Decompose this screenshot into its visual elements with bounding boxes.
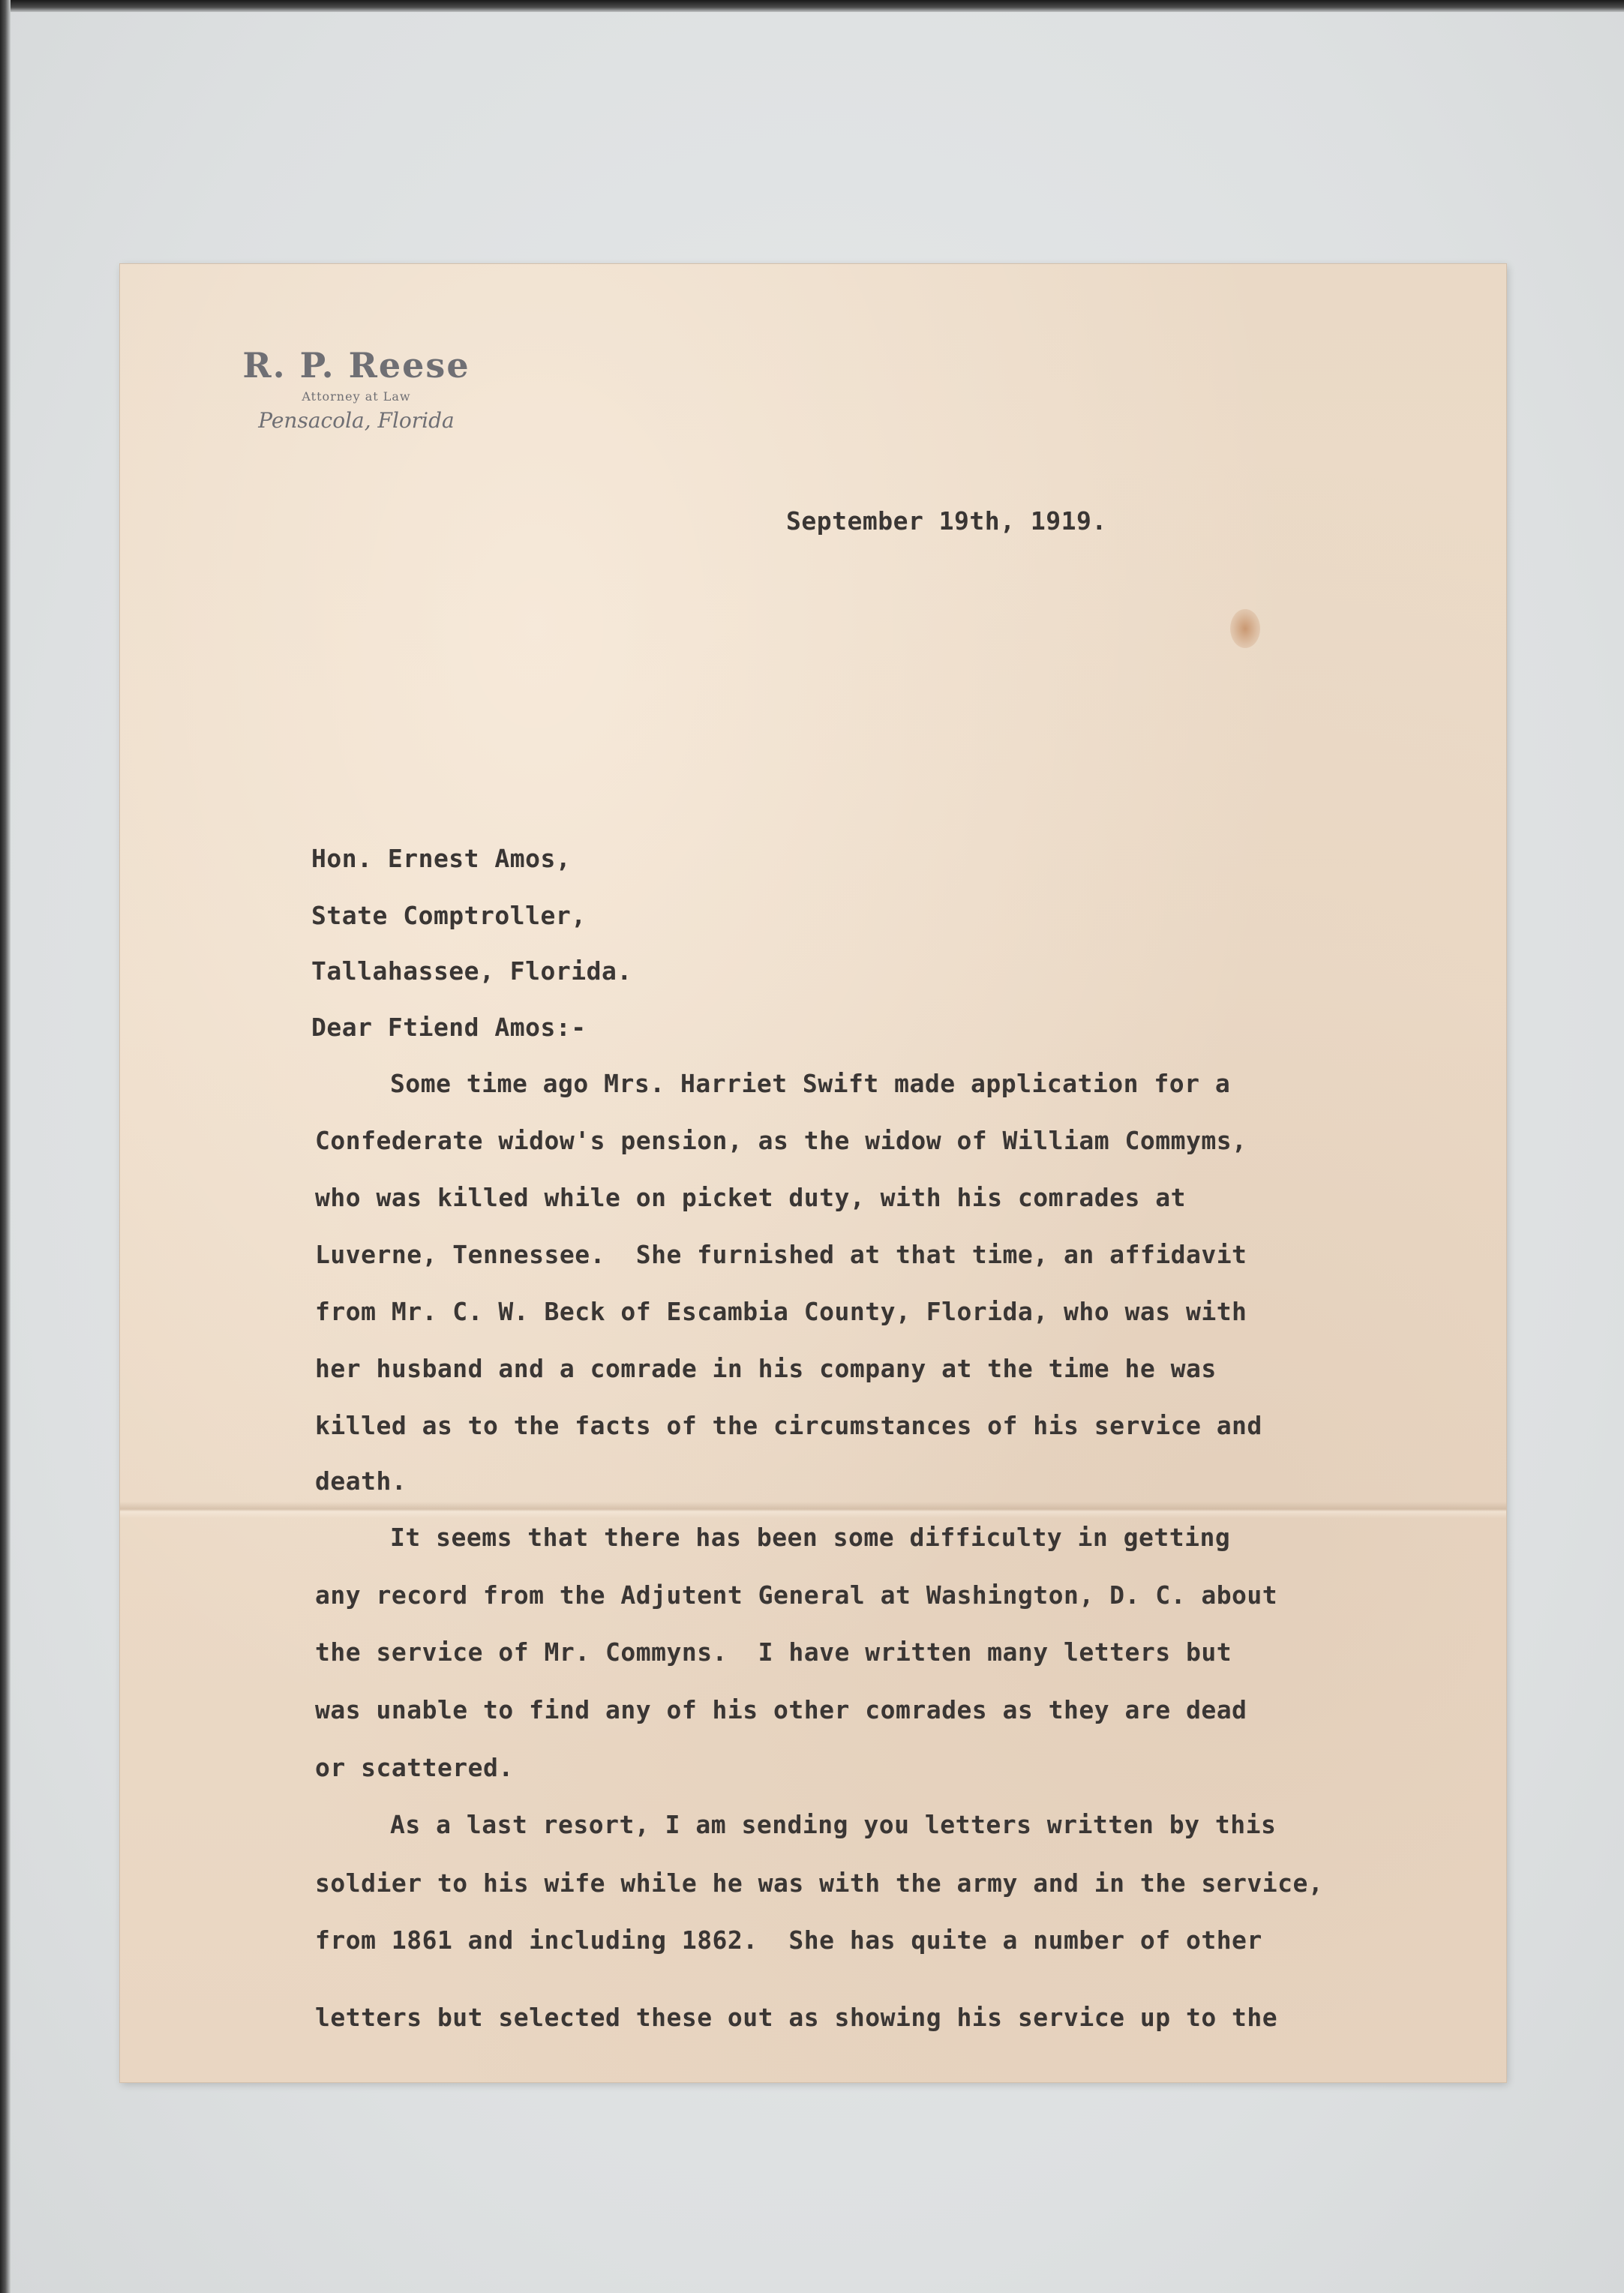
paragraph-3-line-4: letters but selected these out as showing his service up to the (315, 2003, 1278, 2032)
letter-date: September 19th, 1919. (786, 506, 1107, 536)
letterhead (233, 343, 480, 436)
address-line-1: Hon. Ernest Amos, (311, 844, 572, 873)
letter-sheet (120, 264, 1506, 2082)
paragraph-1-line-4: Luverne, Tennessee. She furnished at that time, an affidavit (315, 1240, 1247, 1269)
paragraph-1-line-3: who was killed while on picket duty, with his comrades at (315, 1183, 1186, 1212)
paragraph-3-line-3: from 1861 and including 1862. She has quite a number of other (315, 1925, 1262, 1955)
paper-stain (1230, 609, 1260, 648)
letterhead-title: Attorney at Law (302, 389, 411, 404)
address-line-2: State Comptroller, (311, 901, 587, 930)
paragraph-1-line-8: death. (315, 1466, 407, 1496)
scan-top-edge (0, 0, 1624, 12)
paragraph-2-line-4: was unable to find any of his other comrades as they are dead (315, 1695, 1247, 1724)
paragraph-1-line-2: Confederate widow's pension, as the widow of William Commyms, (315, 1126, 1247, 1155)
scan-left-edge (0, 0, 11, 2293)
paragraph-1-line-7: killed as to the facts of the circumstances of his service and (315, 1411, 1262, 1440)
paragraph-1-line-6: her husband and a comrade in his company at the time he was (315, 1354, 1217, 1383)
paragraph-3-line-2: soldier to his wife while he was with the army and in the service, (315, 1868, 1324, 1898)
fold-crease (120, 1502, 1506, 1518)
paragraph-2-line-1: It seems that there has been some difficulty in getting (390, 1523, 1231, 1552)
paragraph-1-line-5: from Mr. C. W. Beck of Escambia County, Florida, who was with (315, 1297, 1247, 1326)
salutation: Dear Ftiend Amos:- (311, 1013, 587, 1042)
letterhead-city: Pensacola, Florida (258, 408, 455, 433)
paragraph-2-line-3: the service of Mr. Commyns. I have written many letters but (315, 1637, 1232, 1667)
paragraph-2-line-2: any record from the Adjutent General at Washington, D. C. about (315, 1580, 1278, 1610)
paragraph-1-line-1: Some time ago Mrs. Harriet Swift made application for a (390, 1069, 1231, 1098)
letterhead-name: R. P. Reese (242, 345, 470, 386)
address-line-3: Tallahassee, Florida. (311, 956, 632, 986)
paragraph-2-line-5: or scattered. (315, 1753, 514, 1782)
paragraph-3-line-1: As a last resort, I am sending you letters written by this (390, 1810, 1277, 1839)
